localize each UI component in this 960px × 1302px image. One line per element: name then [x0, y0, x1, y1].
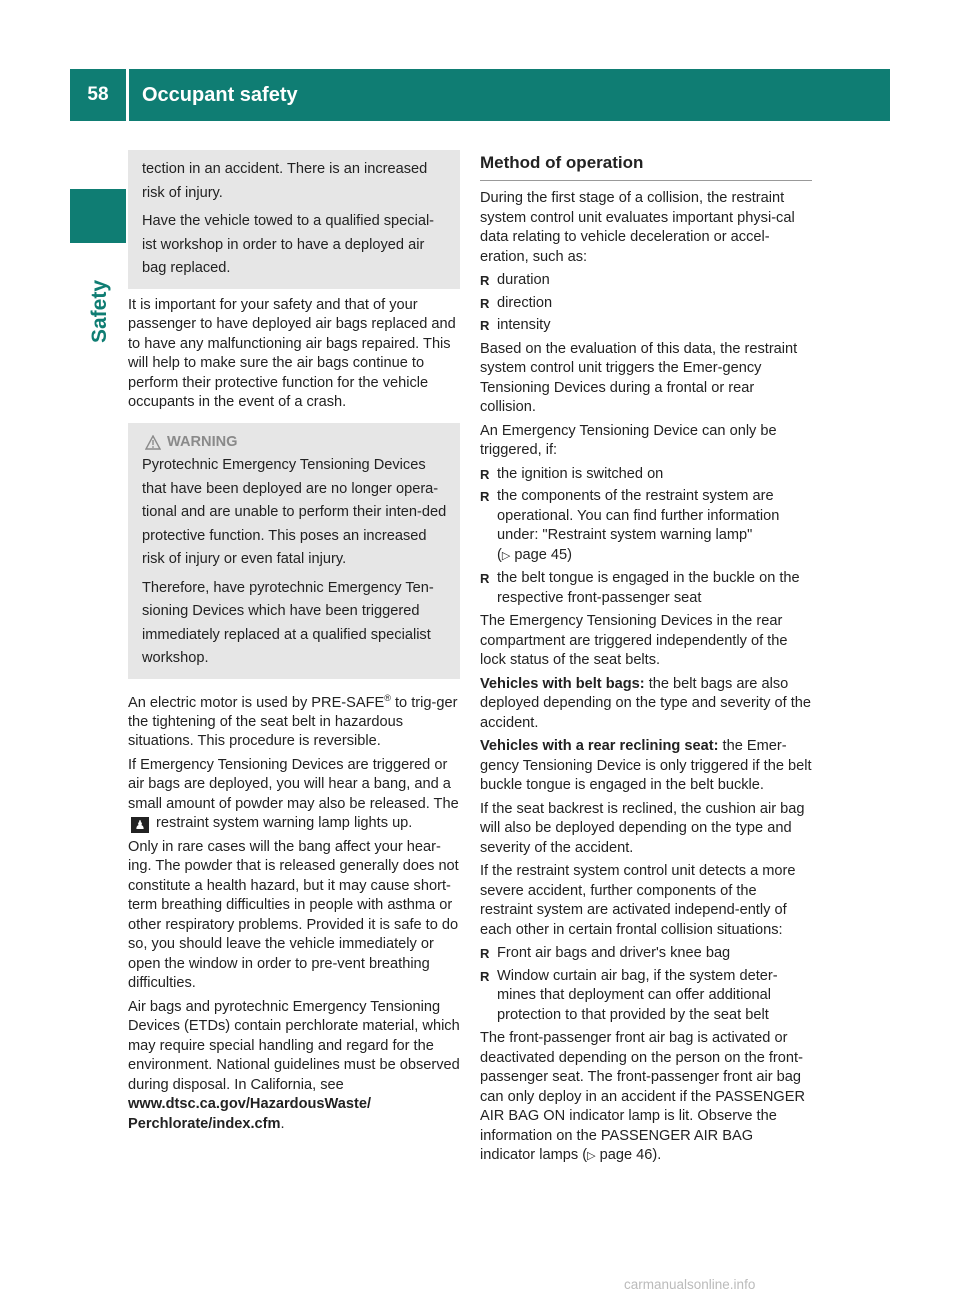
body-paragraph: It is important for your safety and that of your passenger to have deployed air bags replaced and to have any malfunctioning air bags repaired. This will help to make sure the air bags continue to perform their protective function for the vehicle occupants in the event of a crash. [128, 296, 456, 410]
text: Air bags and pyrotechnic Emergency Tensioning Devices (ETDs) contain perchlorate material, which may require special handling and regard for the environment. National guidelines must be observed during disposal. In California, see [128, 998, 460, 1093]
page-ref-arrow-icon: ▷ [501, 549, 511, 562]
side-tab-label: Safety [88, 279, 111, 343]
page-title: Occupant safety [142, 83, 298, 106]
text: to trig-ger the tightening of the seat belt in hazardous situations. This procedure is reversible. [128, 694, 458, 750]
body-paragraph [480, 737, 812, 796]
warning-heading [142, 431, 448, 455]
list-item: R intensity [480, 316, 812, 336]
list-item: R direction [480, 294, 812, 314]
page-reference[interactable]: page 45) [514, 546, 573, 563]
restraint-warning-lamp-icon: ♟ [131, 817, 149, 833]
dtsc-link[interactable]: www.dtsc.ca.gov/HazardousWaste/ Perchlorate/index.cfm [128, 1096, 372, 1132]
list-item: R Front air bags and driver's knee bag [480, 944, 812, 964]
bold-lead: Vehicles with belt bags: [480, 675, 645, 692]
body-paragraph: The Emergency Tensioning Devices in the rear compartment are triggered independently of the lock status of the seat belts. [480, 613, 788, 668]
body-paragraph: Based on the evaluation of this data, the restraint system control unit triggers the Emer-gency Tensioning Devices during a frontal or rear collision. [480, 340, 798, 415]
warning-triangle-icon [145, 435, 161, 450]
page-ref-arrow-icon: ▷ [587, 1150, 596, 1162]
warning-paragraph: Therefore, have pyrotechnic Emergency Ten-sioning Devices which have been triggered immediately replaced at a qualified specialist workshop. [142, 579, 434, 666]
note-paragraph: Have the vehicle towed to a qualified special-ist workshop in order to have a deployed air bag replaced. [142, 213, 435, 276]
condition-list [480, 465, 812, 609]
right-column [480, 150, 812, 1171]
bold-lead: Vehicles with a rear reclining seat: [480, 738, 719, 754]
text: If Emergency Tensioning Devices are triggered or air bags are deployed, you will hear a bang, and a small amount of powder may also be released. The [128, 756, 459, 812]
registered-mark: ® [384, 692, 391, 703]
side-tab-marker [70, 189, 126, 243]
text: . [280, 1115, 285, 1132]
body-paragraph: During the first stage of a collision, the restraint system control unit evaluates important physi-cal data relating to vehicle deceleration or accel-eration, such as: [480, 190, 795, 265]
text: the components of the restraint system are operational. You can find further information under: "Restraint system warning lamp" [497, 488, 780, 543]
note-paragraph: tection in an accident. There is an increased risk of injury. [142, 161, 428, 201]
list-item: R duration [480, 271, 812, 291]
body-paragraph [128, 998, 460, 1135]
note-box-continued [128, 150, 460, 289]
list-item: R the belt tongue is engaged in the buckle on the respective front-passenger seat [480, 569, 812, 608]
body-paragraph [128, 756, 460, 834]
text: An electric motor is used by PRE-SAFE [128, 694, 385, 711]
warning-title: WARNING [167, 433, 238, 450]
text: the belt bags are also deployed depending on the type and severity of the accident. [480, 675, 812, 731]
text: the Emer-gency Tensioning Device is only triggered if the belt buckle tongue is engaged in the belt buckle. [480, 738, 812, 793]
list-item: R Window curtain air bag, if the system deter-mines that deployment can offer additional protection to that provided by the seat belt [480, 967, 812, 1026]
page-reference[interactable]: page 46). [599, 1147, 662, 1163]
list-item: R the components of the restraint system are operational. You can find further information under: "Restraint system warning lamp" (▷ page 45) [480, 487, 812, 566]
left-column [128, 150, 460, 1138]
body-paragraph [480, 1029, 812, 1167]
body-paragraph [480, 675, 812, 734]
section-title: Method of operation [480, 152, 812, 181]
body-paragraph: Only in rare cases will the bang affect your hear-ing. The powder that is released generally does not constitute a health hazard, but it may cause short-term breathing difficulties in people with asthma or other respiratory problems. Provided it is safe to do so, you should leave the vehicle immediately or open the window in order to pre-vent breathing difficulties. [128, 838, 459, 992]
watermark: carmanualsonline.info [624, 1277, 756, 1292]
text: The front-passenger front air bag is activated or deactivated depending on the person on the front-passenger seat. The front-passenger front air bag can only deploy in an accident if the PASSENGER AIR BAG ON indicator lamp is lit. Observe the information on the PASSENGER AIR BAG indicator lamps ( [480, 1030, 806, 1163]
body-paragraph [128, 689, 460, 752]
page-number: 58 [70, 69, 126, 121]
data-list [480, 271, 812, 336]
body-paragraph: If the seat backrest is reclined, the cushion air bag will also be deployed depending on the type and severity of the accident. [480, 800, 805, 856]
warning-box [128, 423, 460, 679]
body-paragraph: An Emergency Tensioning Device can only be triggered, if: [480, 422, 777, 458]
body-paragraph: If the restraint system control unit detects a more severe accident, further components of the restraint system are activated independ-ently of each other in certain frontal collision situations: [480, 863, 796, 938]
text: restraint system warning lamp lights up. [152, 815, 413, 832]
list-item: R the ignition is switched on [480, 465, 812, 485]
page-title-bar [129, 69, 890, 121]
component-list [480, 944, 812, 1025]
warning-paragraph: Pyrotechnic Emergency Tensioning Devices that have been deployed are no longer opera-tional and are unable to perform their inten-ded protective function. This poses an increased risk of injury or even fatal injury. [142, 457, 447, 567]
